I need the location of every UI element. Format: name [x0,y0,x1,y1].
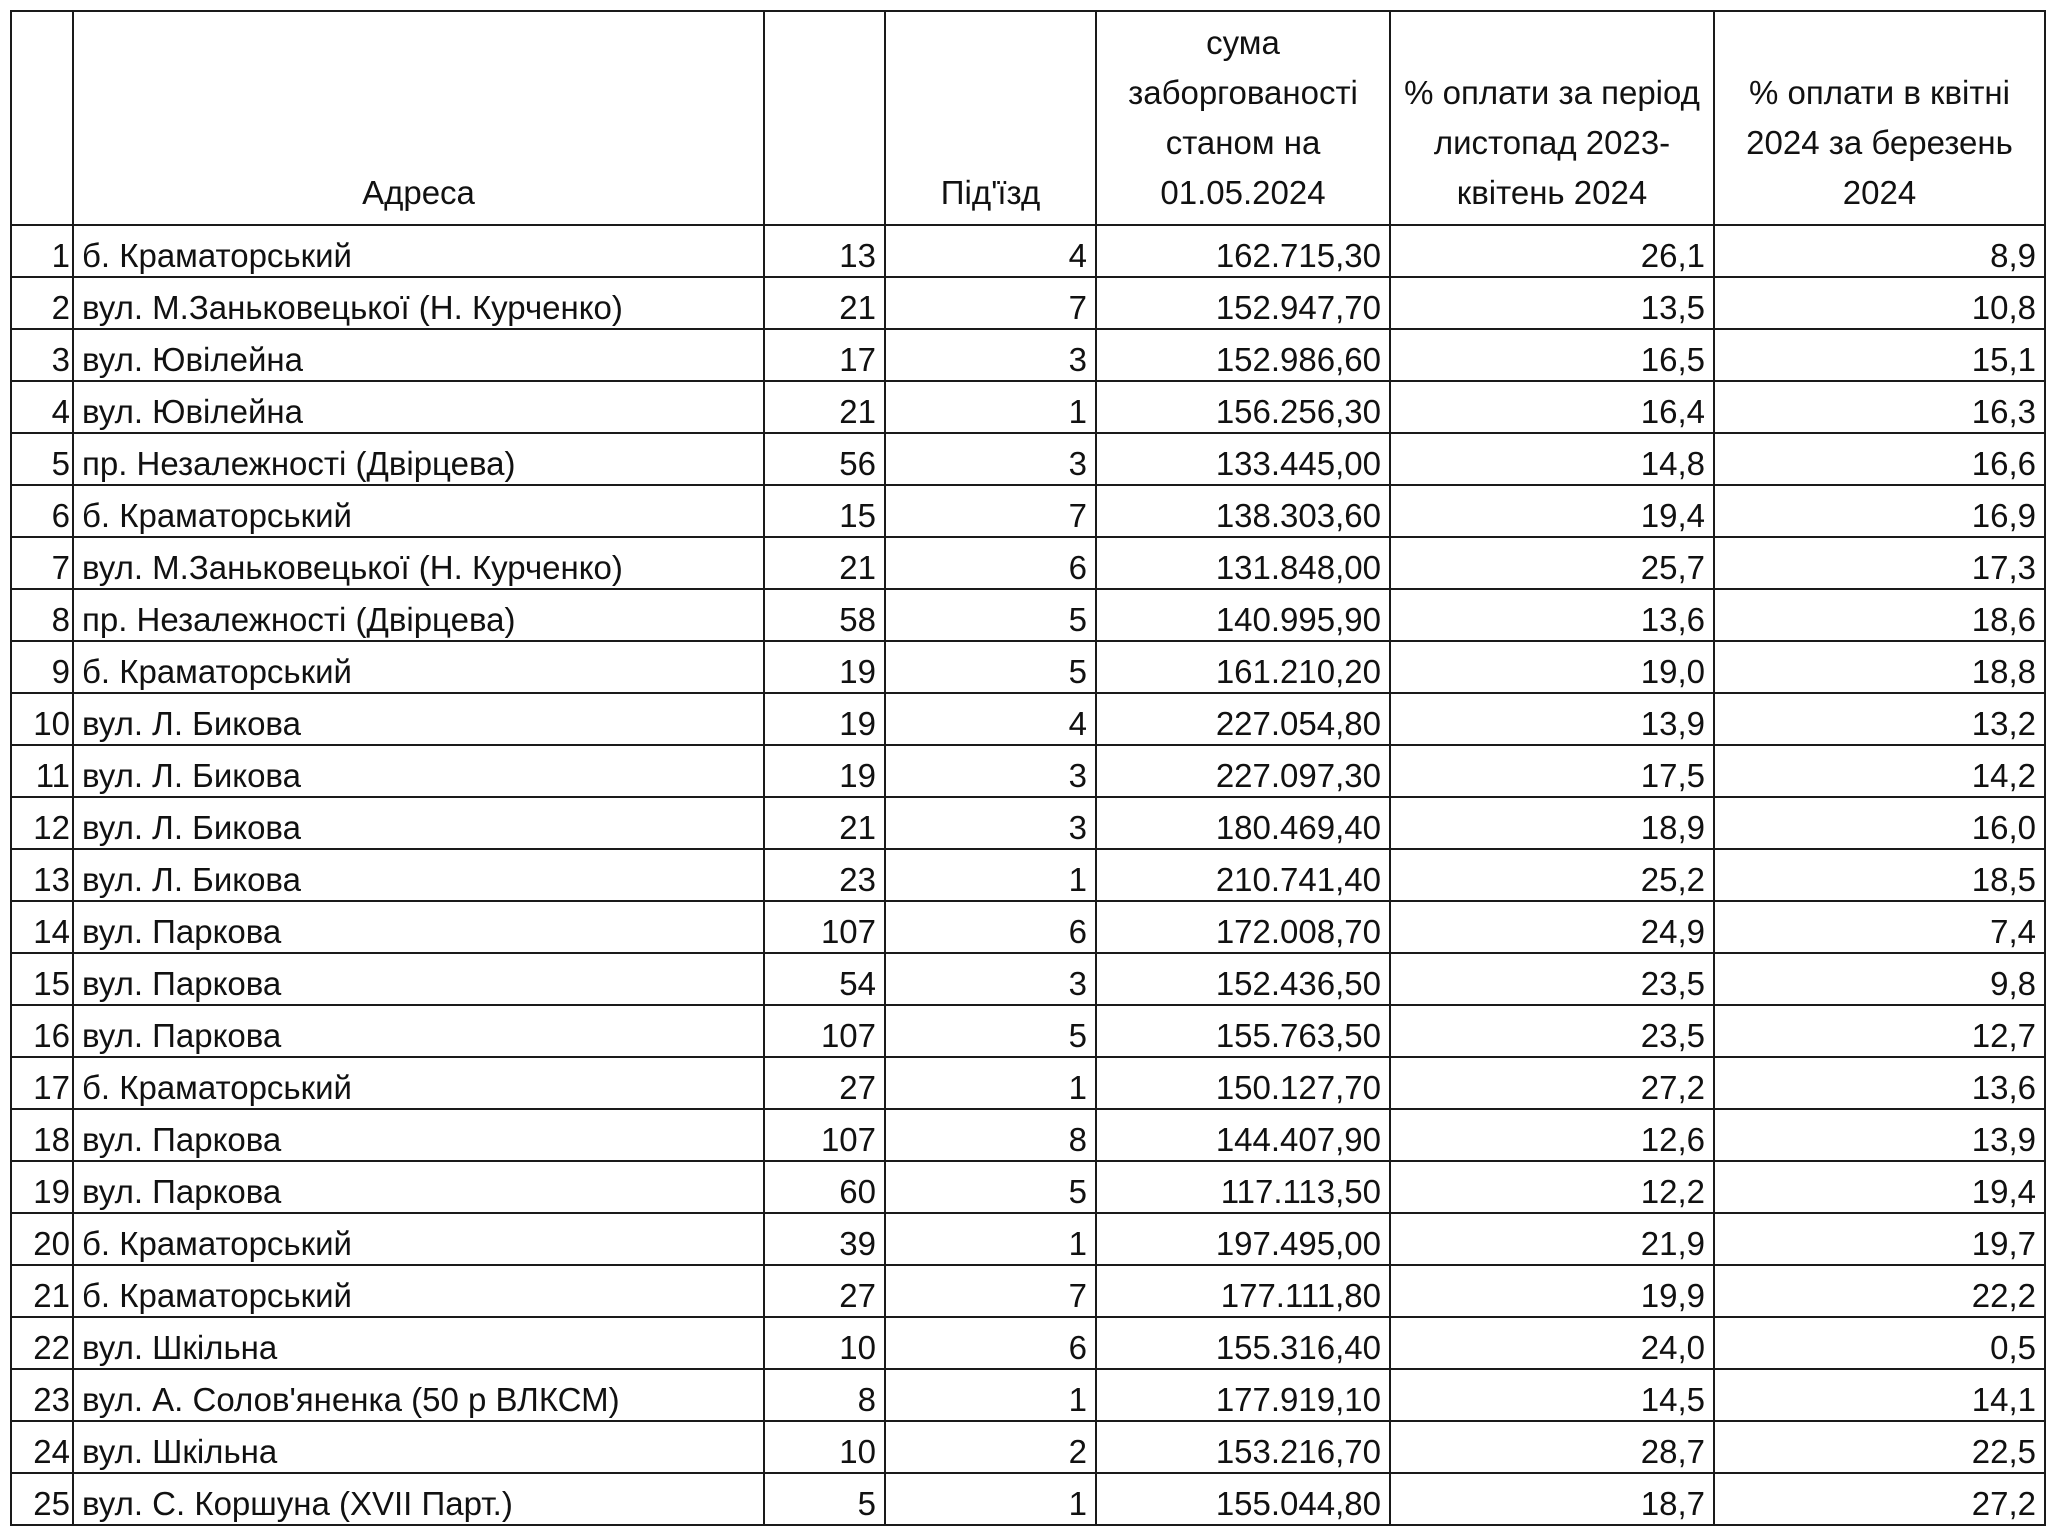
debt-amount-cell: 177.919,10 [1096,1369,1390,1421]
house-number-cell: 19 [764,641,885,693]
pay-april-cell: 14,2 [1714,745,2045,797]
house-number-cell: 107 [764,1005,885,1057]
debt-amount-cell: 150.127,70 [1096,1057,1390,1109]
table-row [11,849,2045,901]
pay-april-cell: 22,2 [1714,1265,2045,1317]
address-cell: вул. М.Заньковецької (Н. Курченко) [73,277,764,329]
address-cell: пр. Незалежності (Двірцева) [73,433,764,485]
debt-amount-cell: 152.947,70 [1096,277,1390,329]
pay-april-cell: 0,5 [1714,1317,2045,1369]
debt-amount-cell: 138.303,60 [1096,485,1390,537]
house-number-cell: 13 [764,225,885,277]
header-entrance: Під'їзд [885,11,1096,225]
header-house [764,11,885,225]
house-number-cell: 21 [764,277,885,329]
row-index: 21 [11,1265,73,1317]
row-index: 19 [11,1161,73,1213]
row-index: 16 [11,1005,73,1057]
row-index: 17 [11,1057,73,1109]
house-number-cell: 10 [764,1421,885,1473]
debt-amount-cell: 155.316,40 [1096,1317,1390,1369]
pay-period-cell: 12,2 [1390,1161,1714,1213]
row-index: 6 [11,485,73,537]
pay-april-cell: 13,9 [1714,1109,2045,1161]
pay-april-cell: 18,5 [1714,849,2045,901]
debt-amount-cell: 180.469,40 [1096,797,1390,849]
debt-amount-cell: 210.741,40 [1096,849,1390,901]
pay-april-cell: 19,4 [1714,1161,2045,1213]
house-number-cell: 54 [764,953,885,1005]
pay-april-cell: 18,8 [1714,641,2045,693]
table-row [11,745,2045,797]
table-row [11,953,2045,1005]
pay-period-cell: 25,2 [1390,849,1714,901]
pay-april-cell: 16,9 [1714,485,2045,537]
debt-amount-cell: 155.763,50 [1096,1005,1390,1057]
row-index: 10 [11,693,73,745]
table-row [11,1369,2045,1421]
row-index: 7 [11,537,73,589]
row-index: 25 [11,1473,73,1525]
pay-period-cell: 17,5 [1390,745,1714,797]
pay-period-cell: 28,7 [1390,1421,1714,1473]
pay-period-cell: 26,1 [1390,225,1714,277]
debt-amount-cell: 177.111,80 [1096,1265,1390,1317]
pay-period-cell: 13,5 [1390,277,1714,329]
house-number-cell: 15 [764,485,885,537]
table-row [11,1317,2045,1369]
address-cell: вул. Паркова [73,1005,764,1057]
entrance-cell: 3 [885,745,1096,797]
pay-period-cell: 19,0 [1390,641,1714,693]
row-index: 2 [11,277,73,329]
debt-amount-cell: 131.848,00 [1096,537,1390,589]
pay-april-cell: 17,3 [1714,537,2045,589]
table-row [11,901,2045,953]
address-cell: б. Краматорський [73,1213,764,1265]
debt-amount-cell: 144.407,90 [1096,1109,1390,1161]
table-row [11,485,2045,537]
address-cell: вул. А. Солов'яненка (50 р ВЛКСМ) [73,1369,764,1421]
address-cell: вул. Шкільна [73,1317,764,1369]
house-number-cell: 56 [764,433,885,485]
address-cell: вул. Л. Бикова [73,849,764,901]
table-row [11,537,2045,589]
pay-period-cell: 14,8 [1390,433,1714,485]
table-row [11,693,2045,745]
entrance-cell: 7 [885,1265,1096,1317]
house-number-cell: 17 [764,329,885,381]
entrance-cell: 3 [885,953,1096,1005]
table-row [11,329,2045,381]
header-index [11,11,73,225]
pay-april-cell: 7,4 [1714,901,2045,953]
address-cell: б. Краматорський [73,1265,764,1317]
house-number-cell: 21 [764,797,885,849]
pay-april-cell: 27,2 [1714,1473,2045,1525]
pay-period-cell: 25,7 [1390,537,1714,589]
house-number-cell: 27 [764,1057,885,1109]
debt-table [10,10,2046,1526]
pay-period-cell: 27,2 [1390,1057,1714,1109]
entrance-cell: 1 [885,1473,1096,1525]
pay-april-cell: 16,6 [1714,433,2045,485]
house-number-cell: 39 [764,1213,885,1265]
pay-april-cell: 16,3 [1714,381,2045,433]
table-row [11,1161,2045,1213]
debt-amount-cell: 117.113,50 [1096,1161,1390,1213]
entrance-cell: 4 [885,225,1096,277]
debt-amount-cell: 152.436,50 [1096,953,1390,1005]
address-cell: вул. С. Коршуна (XVII Парт.) [73,1473,764,1525]
pay-period-cell: 23,5 [1390,953,1714,1005]
house-number-cell: 107 [764,1109,885,1161]
table-row [11,433,2045,485]
header-address: Адреса [73,11,764,225]
pay-april-cell: 16,0 [1714,797,2045,849]
pay-period-cell: 23,5 [1390,1005,1714,1057]
pay-april-cell: 18,6 [1714,589,2045,641]
address-cell: вул. М.Заньковецької (Н. Курченко) [73,537,764,589]
entrance-cell: 1 [885,1369,1096,1421]
header-pay-period: % оплати за період листопад 2023- квітень 2024 [1390,11,1714,225]
table-row [11,1057,2045,1109]
address-cell: б. Краматорський [73,225,764,277]
entrance-cell: 1 [885,1057,1096,1109]
address-cell: вул. Паркова [73,1161,764,1213]
debt-amount-cell: 133.445,00 [1096,433,1390,485]
table-row [11,797,2045,849]
pay-period-cell: 18,9 [1390,797,1714,849]
pay-period-cell: 13,9 [1390,693,1714,745]
address-cell: вул. Ювілейна [73,329,764,381]
pay-period-cell: 14,5 [1390,1369,1714,1421]
row-index: 5 [11,433,73,485]
address-cell: пр. Незалежності (Двірцева) [73,589,764,641]
entrance-cell: 7 [885,277,1096,329]
table-row [11,1213,2045,1265]
address-cell: вул. Ювілейна [73,381,764,433]
pay-april-cell: 19,7 [1714,1213,2045,1265]
table-row [11,641,2045,693]
pay-period-cell: 12,6 [1390,1109,1714,1161]
row-index: 22 [11,1317,73,1369]
house-number-cell: 107 [764,901,885,953]
address-cell: вул. Л. Бикова [73,745,764,797]
pay-april-cell: 13,6 [1714,1057,2045,1109]
pay-april-cell: 15,1 [1714,329,2045,381]
address-cell: вул. Шкільна [73,1421,764,1473]
entrance-cell: 3 [885,433,1096,485]
house-number-cell: 23 [764,849,885,901]
entrance-cell: 2 [885,1421,1096,1473]
entrance-cell: 3 [885,329,1096,381]
debt-amount-cell: 197.495,00 [1096,1213,1390,1265]
debt-amount-cell: 162.715,30 [1096,225,1390,277]
pay-april-cell: 12,7 [1714,1005,2045,1057]
entrance-cell: 5 [885,641,1096,693]
debt-amount-cell: 227.097,30 [1096,745,1390,797]
house-number-cell: 58 [764,589,885,641]
entrance-cell: 5 [885,589,1096,641]
address-cell: вул. Паркова [73,901,764,953]
pay-period-cell: 21,9 [1390,1213,1714,1265]
table-row [11,381,2045,433]
row-index: 12 [11,797,73,849]
pay-period-cell: 19,4 [1390,485,1714,537]
row-index: 23 [11,1369,73,1421]
entrance-cell: 3 [885,797,1096,849]
house-number-cell: 21 [764,537,885,589]
pay-april-cell: 14,1 [1714,1369,2045,1421]
entrance-cell: 6 [885,901,1096,953]
table-row [11,1265,2045,1317]
table-row [11,1005,2045,1057]
row-index: 18 [11,1109,73,1161]
entrance-cell: 1 [885,1213,1096,1265]
address-cell: б. Краматорський [73,641,764,693]
pay-period-cell: 18,7 [1390,1473,1714,1525]
entrance-cell: 7 [885,485,1096,537]
pay-april-cell: 10,8 [1714,277,2045,329]
address-cell: вул. Паркова [73,953,764,1005]
house-number-cell: 27 [764,1265,885,1317]
entrance-cell: 8 [885,1109,1096,1161]
row-index: 11 [11,745,73,797]
entrance-cell: 6 [885,1317,1096,1369]
pay-april-cell: 13,2 [1714,693,2045,745]
row-index: 20 [11,1213,73,1265]
pay-period-cell: 19,9 [1390,1265,1714,1317]
debt-amount-cell: 227.054,80 [1096,693,1390,745]
pay-period-cell: 16,4 [1390,381,1714,433]
debt-amount-cell: 152.986,60 [1096,329,1390,381]
row-index: 4 [11,381,73,433]
row-index: 15 [11,953,73,1005]
address-cell: вул. Л. Бикова [73,693,764,745]
house-number-cell: 8 [764,1369,885,1421]
debt-amount-cell: 156.256,30 [1096,381,1390,433]
entrance-cell: 5 [885,1161,1096,1213]
pay-period-cell: 16,5 [1390,329,1714,381]
pay-period-cell: 24,0 [1390,1317,1714,1369]
house-number-cell: 21 [764,381,885,433]
debt-amount-cell: 153.216,70 [1096,1421,1390,1473]
row-index: 9 [11,641,73,693]
table-row [11,1421,2045,1473]
row-index: 14 [11,901,73,953]
address-cell: б. Краматорський [73,485,764,537]
row-index: 3 [11,329,73,381]
header-row [11,11,2045,225]
pay-period-cell: 13,6 [1390,589,1714,641]
row-index: 8 [11,589,73,641]
house-number-cell: 19 [764,745,885,797]
house-number-cell: 5 [764,1473,885,1525]
debt-amount-cell: 172.008,70 [1096,901,1390,953]
row-index: 24 [11,1421,73,1473]
header-debt: сума заборгованості станом на 01.05.2024 [1096,11,1390,225]
pay-april-cell: 22,5 [1714,1421,2045,1473]
house-number-cell: 60 [764,1161,885,1213]
entrance-cell: 1 [885,381,1096,433]
entrance-cell: 4 [885,693,1096,745]
row-index: 1 [11,225,73,277]
house-number-cell: 10 [764,1317,885,1369]
address-cell: вул. Паркова [73,1109,764,1161]
address-cell: вул. Л. Бикова [73,797,764,849]
row-index: 13 [11,849,73,901]
pay-period-cell: 24,9 [1390,901,1714,953]
pay-april-cell: 9,8 [1714,953,2045,1005]
debt-amount-cell: 161.210,20 [1096,641,1390,693]
entrance-cell: 1 [885,849,1096,901]
entrance-cell: 5 [885,1005,1096,1057]
debt-amount-cell: 140.995,90 [1096,589,1390,641]
table-row [11,1473,2045,1525]
pay-april-cell: 8,9 [1714,225,2045,277]
debt-amount-cell: 155.044,80 [1096,1473,1390,1525]
address-cell: б. Краматорський [73,1057,764,1109]
table-row [11,277,2045,329]
table-row [11,1109,2045,1161]
house-number-cell: 19 [764,693,885,745]
entrance-cell: 6 [885,537,1096,589]
header-pay-april: % оплати в квітні 2024 за березень 2024 [1714,11,2045,225]
table-row [11,225,2045,277]
table-row [11,589,2045,641]
